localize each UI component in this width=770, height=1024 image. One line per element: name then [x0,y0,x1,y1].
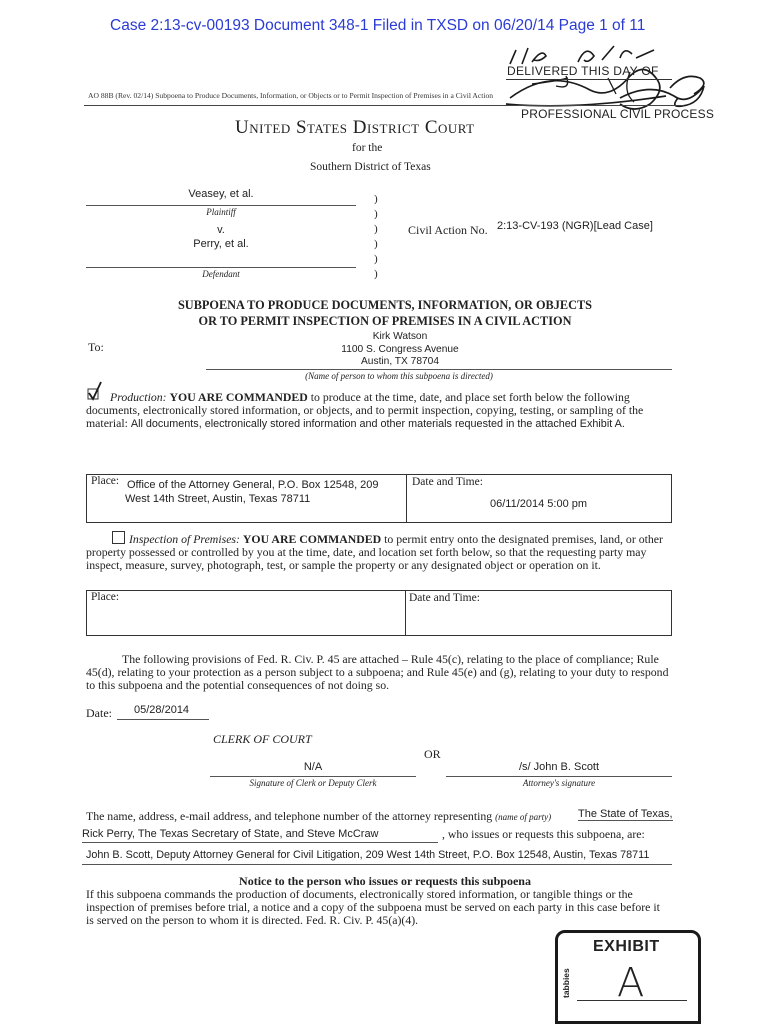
box-divider [406,474,407,523]
attorney-sentence [86,809,551,824]
attorney-details-rule [82,864,672,865]
production-lead: Production: [110,390,167,404]
clerk-signature-caption: Signature of Clerk or Deputy Clerk [249,778,377,788]
place-label: Place: [91,591,120,603]
handwritten-signature [470,28,730,138]
production-text: to produce at the time, date, and place set forth below the following documents, electronically stored information, or objects, and to permit inspection, copying, testing, or sampling of the material: [86,390,644,430]
district-name: Southern District of Texas [310,161,431,173]
rules-paragraph: The following provisions of Fed. R. Civ. P. 45 are attached – Rule 45(c), relating to the place of compliance; Rule 45(d), relating to your protection as a person subject to a subpoena; and Rule 45(e) and (g), relating to your duty to respond to this subpoena and the potential consequences of not doing so. [86,652,669,692]
inspection-text: to permit entry onto the designated premises, land, or other property possessed or controlled by you at the time, date, and location set forth below, so that the requesting party may inspect, measure, survey, photograph, test, or sample the property or any designated object or operation on it. [86,532,663,572]
or-label: OR [424,747,441,761]
inspection-commanded: YOU ARE COMMANDED [242,532,382,546]
defendant-rule [86,267,356,268]
date-time-value: 06/11/2014 5:00 pm [490,498,588,510]
defendant-role: Defendant [202,269,240,279]
attorney-client-rule [82,842,438,843]
civil-action-number: 2:13-CV-193 (NGR)[Lead Case] [497,220,653,232]
attorney-details: John B. Scott, Deputy Attorney General for Civil Litigation, 209 West 14th Street, P.O. Box 12548, Austin, Texas 78711 [86,849,650,861]
caption-paren: ) [374,208,378,220]
top-rule [84,105,684,106]
attorney-signature-rule [446,776,672,777]
ecf-header: Case 2:13-cv-00193 Document 348-1 Filed in TXSD on 06/20/14 Page 1 of 11 [110,17,646,34]
date-time-label: Date and Time: [412,476,483,488]
plaintiff-rule [86,205,356,206]
inspection-place-box [86,590,672,636]
caption-paren: ) [374,193,378,205]
recipient-address2: Austin, TX 78704 [361,356,439,367]
recipient-address1: 1100 S. Congress Avenue [341,343,459,355]
place-value [125,478,405,506]
place-label: Place: [91,475,120,487]
attorney-sentence-text: The name, address, e-mail address, and telephone number of the attorney representing [86,809,493,823]
exhibit-letter: A [617,960,645,1006]
inspection-lead: Inspection of Premises: [129,532,240,546]
recipient-block [285,331,515,369]
caption-paren: ) [374,223,378,235]
recipient-rule [206,369,672,370]
inspection-checkbox [112,531,125,544]
caption-paren: ) [374,268,378,280]
to-label: To: [88,340,104,354]
versus: v. [217,224,225,236]
date-rule [117,719,209,720]
production-commanded: YOU ARE COMMANDED [169,390,308,404]
subpoena-title [0,297,770,329]
attorney-signature-value: /s/ John B. Scott [518,761,600,773]
subpoena-title-line1: SUBPOENA TO PRODUCE DOCUMENTS, INFORMATION, OR OBJECTS [177,298,593,312]
court-title: United States District Court [235,117,475,138]
exhibit-label: EXHIBIT [593,938,660,955]
plaintiff-name: Veasey, et al. [188,188,254,200]
date-time-label: Date and Time: [409,592,480,604]
exhibit-brand: tabbies [561,968,571,998]
production-material: All documents, electronically stored information and other materials requested in the attached Exhibit A. [130,418,625,430]
for-the: for the [352,142,383,154]
place-value-text: Office of the Attorney General, P.O. Box 12548, 209 West 14th Street, Austin, Texas 78711 [125,479,379,505]
plaintiff-role: Plaintiff [206,207,236,217]
production-paragraph [86,391,666,431]
attorney-signature-caption: Attorney's signature [522,778,596,788]
date-value: 05/28/2014 [134,704,190,716]
clerk-signature-value: N/A [303,761,323,773]
caption-paren: ) [374,238,378,250]
delivered-stamp: DELIVERED THIS DAY OF [507,64,659,78]
process-stamp: PROFESSIONAL CIVIL PROCESS [521,107,715,121]
stamp-line [506,79,672,80]
civil-action-label: Civil Action No. [408,223,488,237]
recipient-caption: (Name of person to whom this subpoena is directed) [305,371,493,381]
caption-paren: ) [374,253,378,265]
attorney-client-part1: The State of Texas, [578,808,673,820]
defendant-name: Perry, et al. [193,238,249,250]
notice-title: Notice to the person who issues or requests this subpoena [239,874,531,888]
attorney-client-part2: Rick Perry, The Texas Secretary of State, and Steve McCraw [82,828,379,840]
subpoena-title-line2: OR TO PERMIT INSPECTION OF PREMISES IN A CIVIL ACTION [198,314,572,328]
inspection-paragraph [86,530,670,572]
form-id: AO 88B (Rev. 02/14) Subpoena to Produce Documents, Information, or Objects or to Permit Inspection of Premises in a Civil Action [88,91,494,100]
notice-paragraph: If this subpoena commands the production of documents, electronically stored information, or tangible things or the inspection of premises before trial, a notice and a copy of the subpoena must be served on each party in this case before it is served on the person to whom it is directed. Fed. R. Civ. P. 45(a)(4). [86,887,660,927]
clerk-of-court-label: CLERK OF COURT [213,732,312,746]
clerk-signature-rule [210,776,416,777]
recipient-name: Kirk Watson [372,331,428,342]
date-label: Date: [86,706,112,720]
box-divider [405,590,406,636]
name-of-party-caption: (name of party) [495,812,552,822]
exhibit-line [577,1000,687,1001]
attorney-sentence-end: , who issues or requests this subpoena, are: [442,827,645,841]
